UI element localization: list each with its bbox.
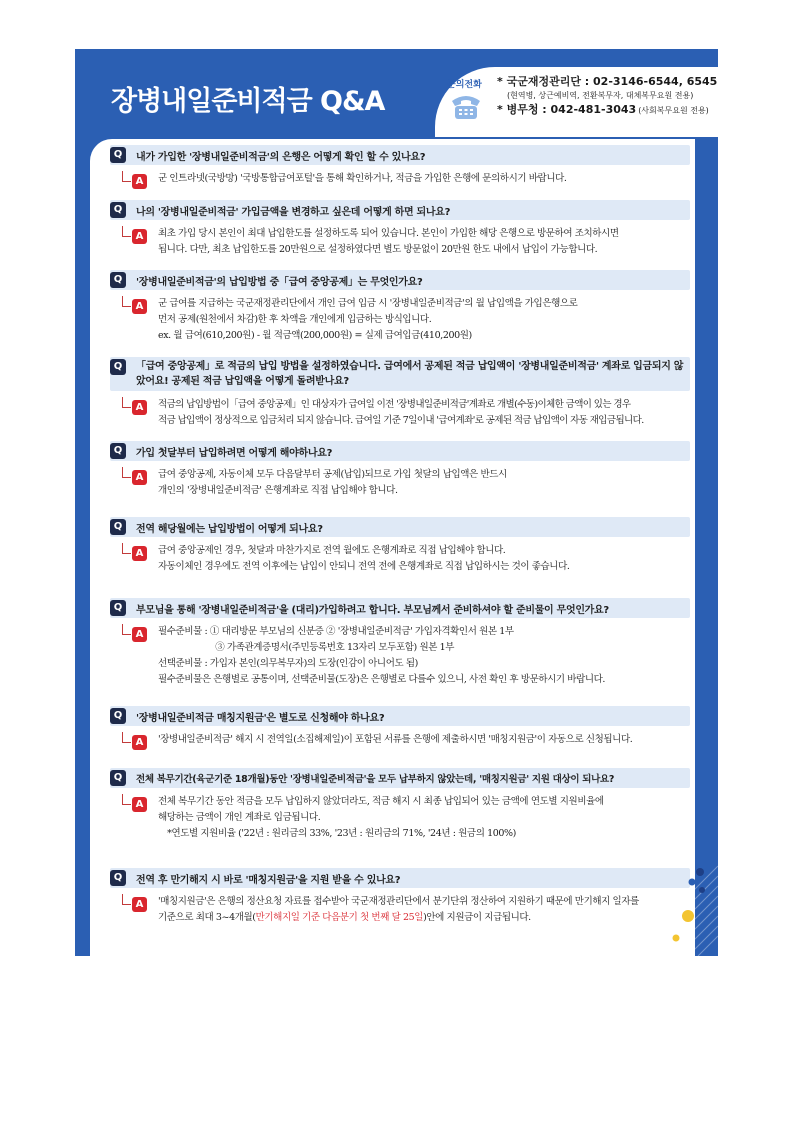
answer-connector (122, 226, 131, 237)
question-text: '장병내일준비적금'의 납입방법 중「급여 중앙공제」는 무엇인가요? (136, 277, 423, 288)
answer-text (158, 467, 690, 499)
qa-item-3 (110, 270, 690, 344)
question-text: '장병내일준비적금 매칭지원금'은 별도로 신청해야 하나요? (136, 713, 385, 724)
qa-item-10 (110, 868, 690, 926)
answer-row (110, 794, 690, 842)
a-badge: A (132, 735, 147, 750)
question-row (110, 145, 690, 165)
question-row (110, 200, 690, 220)
qa-item-2 (110, 200, 690, 258)
answer-row (110, 894, 690, 926)
q-badge: Q (110, 770, 126, 786)
answer-line: 최초 가입 당시 본인이 최대 납입한도를 설정하도록 되어 있습니다. 본인이 가입한 해당 은행으로 방문하여 조치하시면 (158, 228, 619, 239)
question-text: 「급여 중앙공제」로 적금의 납입 방법을 설정하였습니다. 급여에서 공제된 적금 납입액이 '장병내일준비적금' 계좌로 입금되지 않았어요! 공제된 적금 납입액을 어떻게 돌려받나요? (136, 361, 684, 387)
qa-item-6 (110, 517, 690, 575)
contact-box (435, 67, 718, 137)
answer-line: 해당하는 금액이 개인 계좌로 입금됩니다. (158, 812, 321, 823)
a-badge: A (132, 797, 147, 812)
answer-text (158, 171, 690, 187)
answer-line: 군 급여를 지급하는 국군재정관리단에서 개인 급여 입금 시 '장병내일준비적금'의 월 납입액을 가입은행으로 (158, 298, 578, 309)
answer-row (110, 543, 690, 575)
answer-line: 필수준비물은 은행별로 공통이며, 선택준비물(도장)은 은행별로 다를수 있으니, 사전 확인 후 방문하시기 바랍니다. (158, 674, 606, 685)
answer-text (158, 543, 690, 575)
contact-line-2-sub: (사회복무요원 전용) (638, 106, 709, 115)
qa-item-8 (110, 706, 690, 748)
question-text: 내가 가입한 '장병내일준비적금'의 은행은 어떻게 확인 할 수 있나요? (136, 152, 426, 163)
question-text: 전체 복무기간(육군기준 18개월)동안 '장병내일준비적금'을 모두 납부하지 않았는데, '매칭지원금' 지원 대상이 되나요? (136, 774, 615, 785)
a-badge: A (132, 897, 147, 912)
question-row (110, 441, 690, 461)
answer-row (110, 624, 690, 688)
decorative-dots (670, 866, 710, 946)
answer-line: 군 인트라넷(국방망) '국방통합급여포털'을 통해 확인하거나, 적금을 가입한 은행에 문의하시기 바랍니다. (158, 173, 567, 184)
question-row (110, 706, 690, 726)
question-row (110, 868, 690, 888)
answer-line: '매칭지원금'은 은행의 정산요청 자료를 접수받아 국군재정관리단에서 분기단위 정산하여 지원하기 때문에 만기해지 일자를 (158, 896, 639, 907)
answer-text (158, 226, 690, 258)
answer-line: 개인의 '장병내일준비적금' 은행계좌로 직접 납입해야 합니다. (158, 485, 398, 496)
question-text: 가입 첫달부터 납입하려면 어떻게 해야하나요? (136, 448, 333, 459)
answer-connector (122, 794, 131, 805)
answer-line: '장병내일준비적금' 해지 시 전역일(소집해제일)이 포함된 서류를 은행에 제출하시면 '매칭지원금'이 자동으로 신청됩니다. (158, 734, 633, 745)
answer-connector (122, 894, 131, 905)
answer-line: 적금의 납입방법이「급여 중앙공제」인 대상자가 급여일 이전 '장병내일준비적금'계좌로 개별(수동)이체한 금액이 있는 경우 (158, 399, 631, 410)
answer-line: 필수준비물 : ① 대리방문 부모님의 신분증 ② '장병내일준비적금' 가입자격확인서 원본 1부 (158, 626, 514, 637)
contact-line-2: * 병무청 : 042-481-3043 (497, 103, 637, 116)
question-row (110, 357, 690, 391)
q-badge: Q (110, 519, 126, 535)
question-row (110, 270, 690, 290)
answer-connector (122, 543, 131, 554)
answer-text-post: )안에 지원금이 지급됩니다. (423, 912, 531, 923)
q-badge: Q (110, 272, 126, 288)
contact-label: 문의전화 (447, 80, 482, 90)
qa-item-7 (110, 598, 690, 688)
answer-line: 적금 납입액이 정상적으로 입금처리 되지 않습니다. 급여일 기준 7일이내 '급여계좌'로 공제된 적금 납입액이 자동 재입금됩니다. (158, 415, 644, 426)
answer-text (158, 794, 690, 842)
answer-line: ③ 가족관계증명서(주민등록번호 13자리 모두포함) 원본 1부 (158, 642, 455, 653)
a-badge: A (132, 627, 147, 642)
contact-line-1: * 국군재정관리단 : 02-3146-6544, 6545 (497, 75, 718, 88)
answer-text (158, 296, 690, 344)
answer-row (110, 171, 690, 187)
question-text: 전역 해당월에는 납입방법이 어떻게 되나요? (136, 524, 323, 535)
q-badge: Q (110, 443, 126, 459)
answer-line: 급여 중앙공제, 자동이체 모두 다음달부터 공제(납입)되므로 가입 첫달의 납입액은 반드시 (158, 469, 507, 480)
answer-row (110, 226, 690, 258)
answer-row (110, 732, 690, 748)
answer-line: 됩니다. 다만, 최초 납입한도를 20만원으로 설정하였다면 별도 방문없이 20만원 한도 내에서 납입이 가능합니다. (158, 244, 598, 255)
answer-connector (122, 171, 131, 182)
answer-text-pre: 기준으로 최대 3~4개월( (158, 912, 256, 923)
answer-text (158, 397, 690, 429)
q-badge: Q (110, 359, 126, 375)
question-text: 부모님을 통해 '장병내일준비적금'을 (대리)가입하려고 합니다. 부모님께서 준비하셔야 할 준비물이 무엇인가요? (136, 605, 609, 616)
qa-item-5 (110, 441, 690, 499)
a-badge: A (132, 546, 147, 561)
answer-text (158, 624, 690, 688)
a-badge: A (132, 174, 147, 189)
answer-text (158, 732, 690, 748)
question-text: 전역 후 만기해지 시 바로 '매칭지원금'을 지원 받을 수 있나요? (136, 875, 401, 886)
question-row (110, 517, 690, 537)
answer-row (110, 467, 690, 499)
qa-item-4 (110, 357, 690, 429)
a-badge: A (132, 470, 147, 485)
answer-connector (122, 624, 131, 635)
answer-line: 전체 복무기간 동안 적금을 모두 납입하지 않았더라도, 적금 해지 시 최종 납입되어 있는 금액에 연도별 지원비율에 (158, 796, 604, 807)
answer-connector (122, 732, 131, 743)
a-badge: A (132, 299, 147, 314)
q-badge: Q (110, 708, 126, 724)
answer-line: ex. 월 급여(610,200원) - 월 적금액(200,000원) = 실제 급여입금(410,200원) (158, 330, 472, 341)
answer-connector (122, 397, 131, 408)
qa-item-9 (110, 768, 690, 842)
answer-highlight: 만기해지일 기준 다음분기 첫 번째 달 25일 (255, 912, 424, 923)
telephone-icon (449, 93, 483, 121)
q-badge: Q (110, 202, 126, 218)
q-badge: Q (110, 147, 126, 163)
contact-line-1-sub: (현역병, 상근예비역, 전환복무자, 대체복무요원 전용) (507, 91, 694, 100)
answer-row (110, 296, 690, 344)
answer-connector (122, 467, 131, 478)
q-badge: Q (110, 870, 126, 886)
contact-lines (497, 75, 717, 118)
question-text: 나의 '장병내일준비적금' 가입금액을 변경하고 싶은데 어떻게 하면 되나요? (136, 207, 451, 218)
answer-row (110, 397, 690, 429)
a-badge: A (132, 229, 147, 244)
answer-connector (122, 296, 131, 307)
answer-line: *연도별 지원비율 ('22년 : 원리금의 33%, '23년 : 원리금의 71%, '24년 : 원금의 100%) (158, 828, 516, 839)
q-badge: Q (110, 600, 126, 616)
answer-line: 급여 중앙공제인 경우, 첫달과 마찬가지로 전역 월에도 은행계좌로 직접 납입해야 합니다. (158, 545, 506, 556)
question-row (110, 768, 690, 788)
a-badge: A (132, 400, 147, 415)
page-title: 장병내일준비적금 Q&A (111, 86, 385, 117)
answer-line: 선택준비물 : 가입자 본인(의무복무자)의 도장(인감이 아니어도 됨) (158, 658, 418, 669)
question-row (110, 598, 690, 618)
poster (75, 49, 718, 956)
answer-line: 자동이체인 경우에도 전역 이후에는 납입이 안되니 전역 전에 은행계좌로 직접 납입하시는 것이 좋습니다. (158, 561, 570, 572)
qa-content (90, 139, 695, 956)
answer-line: 먼저 공제(원천에서 차감)한 후 차액을 개인에게 입금하는 방식입니다. (158, 314, 432, 325)
qa-item-1 (110, 145, 690, 187)
